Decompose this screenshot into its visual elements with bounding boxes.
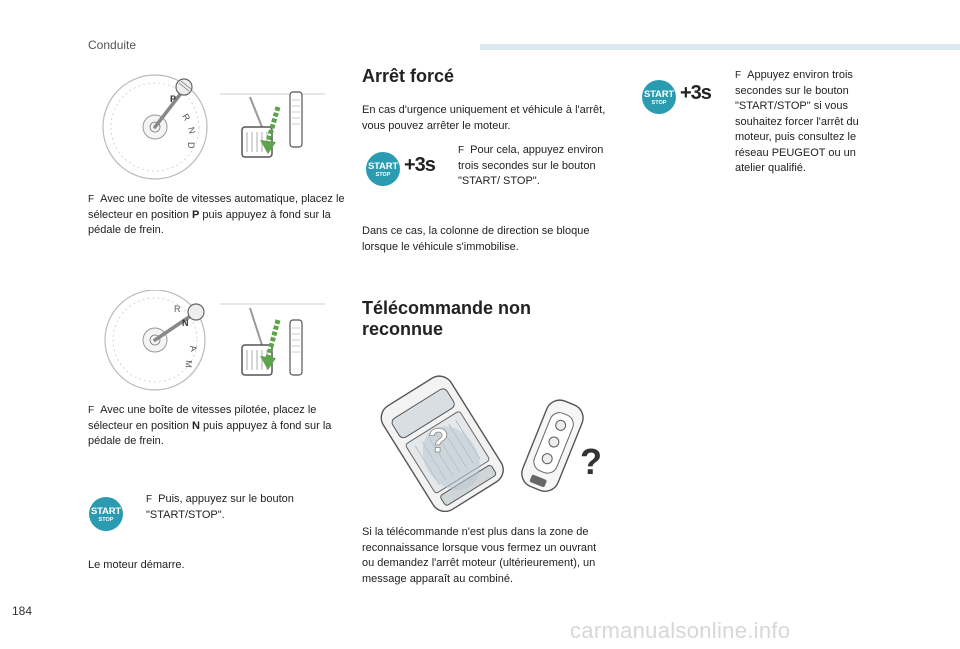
hold-3s-icon: +3s — [680, 82, 711, 104]
pilot-gearbox-illustration — [100, 290, 340, 400]
question-mark: ? — [428, 422, 449, 460]
gear-letter-m: M — [183, 359, 194, 369]
gear-letter-a: A — [188, 344, 199, 353]
step-automatic: F Avec une boîte de vitesses automatique, placez le sélecteur en position P puis appuyez à fond sur la pédale de frein. — [88, 193, 345, 236]
title-forced-stop: Arrêt forcé — [362, 66, 455, 86]
start-stop-badge: START STOP — [642, 80, 676, 114]
gear-letter-n: N — [186, 125, 198, 135]
section-title: Conduite — [88, 38, 137, 52]
car-key-illustration — [378, 362, 618, 512]
title-remote-unrecognized: Télécommande non reconnue — [362, 298, 532, 339]
step-pilot: F Avec une boîte de vitesses pilotée, placez le sélecteur en position N puis appuyez à fond sur la pédale de frein. — [88, 404, 332, 447]
forced-stop-intro: En cas d'urgence uniquement et véhicule à l'arrêt, vous pouvez arrêter le moteur. — [362, 104, 606, 132]
gear-letter-d: D — [186, 142, 196, 149]
gear-letter-p: P — [170, 94, 177, 104]
gear-letter-r: R — [174, 304, 181, 314]
step-press-3s: F Pour cela, appuyez environ trois secondes sur le bouton "START/ STOP". — [458, 144, 604, 187]
steering-lock-text: Dans ce cas, la colonne de direction se bloque lorsque le véhicule s'immobilise. — [362, 225, 590, 253]
step-start: F Puis, appuyez sur le bouton "START/STOP". — [146, 493, 294, 521]
watermark: carmanualsonline.info — [570, 618, 791, 643]
remote-text: Si la télécommande n'est plus dans la zone de reconnaissance lorsque vous fermez un ouvrant ou demandez l'arrêt moteur (ultérieurement), un message apparaît au combiné. — [362, 526, 597, 585]
step-force-stop: F Appuyez environ trois secondes sur le bouton "START/STOP" si vous souhaitez forcer l'arrêt du moteur, puis consultez le réseau PEUGEOT ou un atelier qualifié. — [735, 69, 859, 174]
header-bar — [480, 44, 960, 50]
hold-3s-icon: +3s — [404, 154, 435, 176]
gear-letter-r: R — [180, 112, 193, 123]
engine-starts-text: Le moteur démarre. — [88, 559, 185, 571]
automatic-gearbox-illustration — [100, 72, 340, 192]
gear-letter-n: N — [182, 318, 189, 328]
start-stop-badge: START STOP — [366, 152, 400, 186]
page-number: 184 — [12, 604, 33, 618]
start-stop-badge: START STOP — [89, 497, 123, 531]
question-mark: ? — [580, 441, 602, 482]
